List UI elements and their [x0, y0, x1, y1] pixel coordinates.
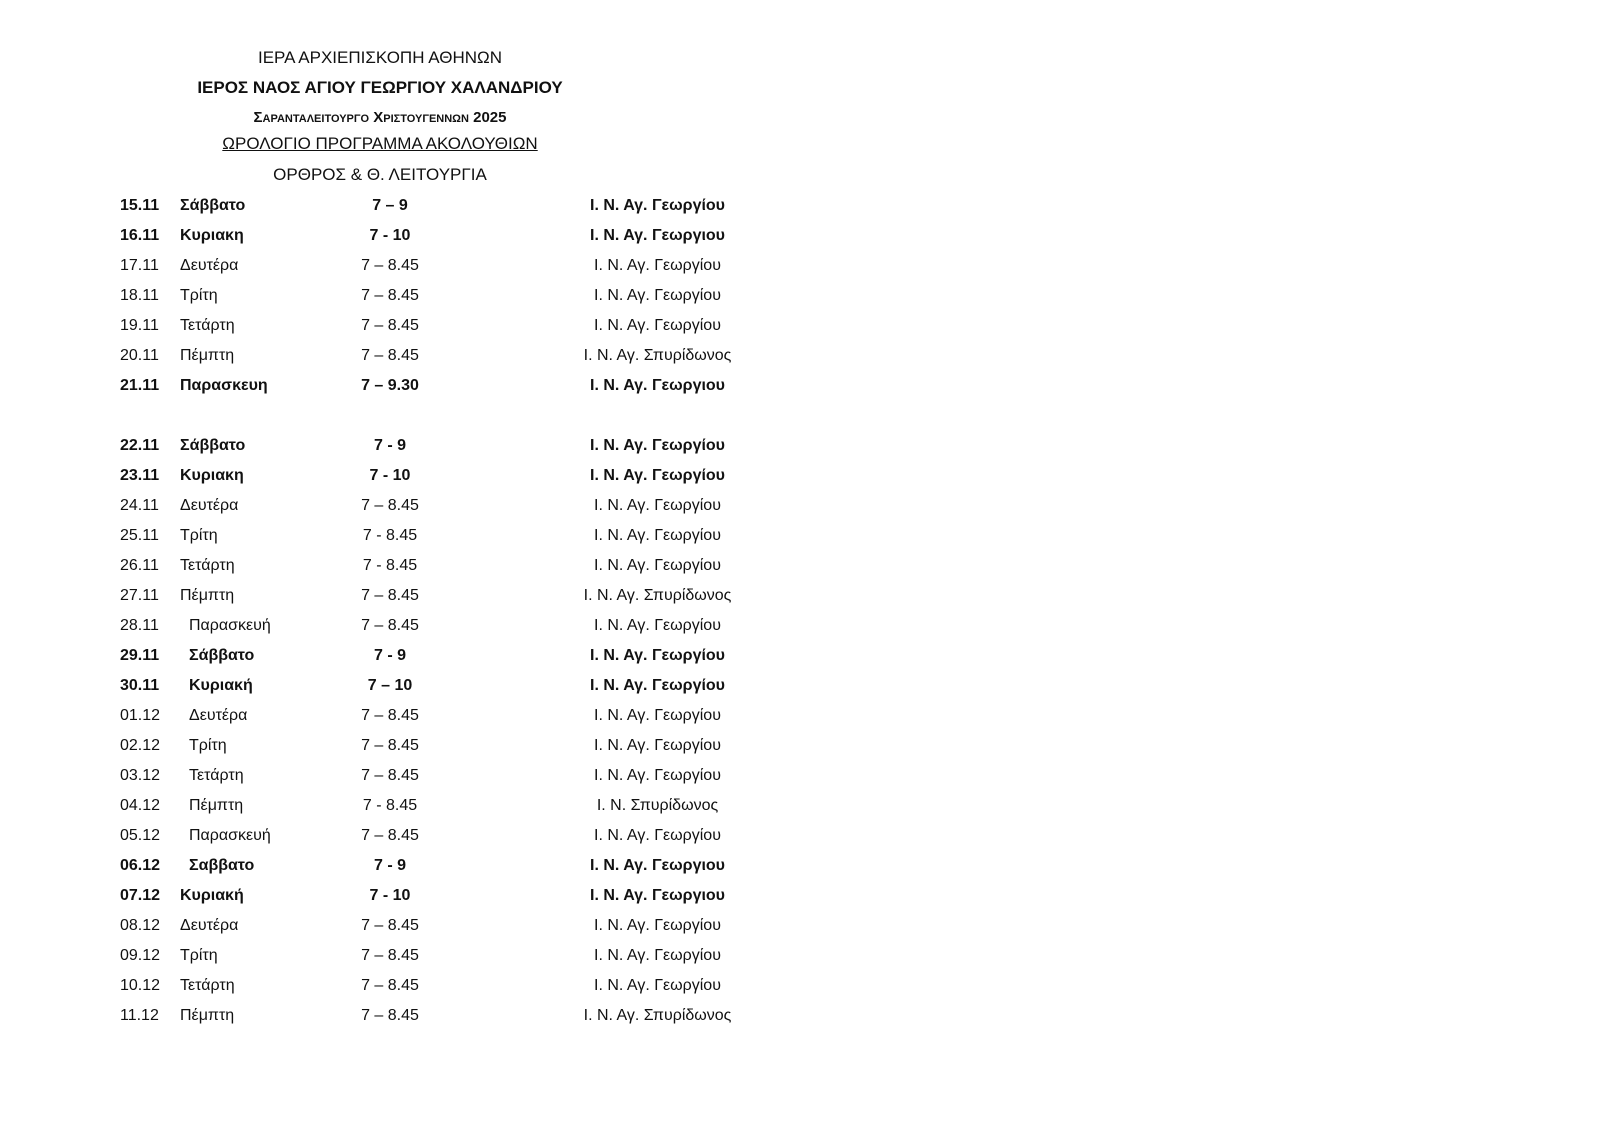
row-day: Σαββατο	[189, 857, 255, 874]
row-time: 7 – 8.45	[361, 707, 419, 724]
archdiocese-title: ΙΕΡΑ ΑΡΧΙΕΠΙΣΚΟΠΗ ΑΘΗΝΩΝ	[257, 48, 503, 67]
row-day: Τετάρτη	[180, 317, 235, 334]
row-time: 7 – 8.45	[361, 317, 419, 334]
row-date: 22.11	[120, 437, 160, 454]
row-day: Παρασκευή	[189, 827, 271, 844]
row-day: Δευτέρα	[180, 917, 239, 934]
row-place: Ι. Ν. Αγ. Σπυρίδωνος	[583, 347, 732, 364]
row-time: 7 – 9	[372, 197, 408, 214]
row-place: Ι. Ν. Αγ. Γεωργίου	[594, 707, 721, 724]
row-place: Ι. Ν. Αγ. Γεωργίου	[594, 737, 721, 754]
row-day: Πέμπτη	[189, 797, 244, 814]
row-day: Παρασκευή	[189, 617, 271, 634]
row-place: Ι. Ν. Αγ. Γεωργίου	[590, 437, 725, 454]
row-day: Παρασκευη	[180, 377, 268, 394]
row-date: 23.11	[120, 467, 160, 484]
row-place: Ι. Ν. Αγ. Γεωργίου	[594, 257, 721, 274]
schedule-row	[0, 195, 800, 225]
row-time: 7 – 8.45	[361, 917, 419, 934]
row-time: 7 – 8.45	[361, 587, 419, 604]
row-time: 7 - 9	[373, 857, 406, 874]
row-time: 7 - 10	[369, 887, 411, 904]
row-day: Κυριακη	[180, 467, 244, 484]
row-place: Ι. Ν. Αγ. Γεωργιου	[590, 377, 725, 394]
row-date: 08.12	[120, 917, 161, 934]
schedule-row	[0, 825, 800, 855]
row-time: 7 – 8.45	[361, 767, 419, 784]
row-time: 7 – 8.45	[361, 287, 419, 304]
row-date: 01.12	[120, 707, 161, 724]
row-day: Δευτέρα	[180, 497, 239, 514]
row-day: Δευτέρα	[189, 707, 248, 724]
row-day: Τρίτη	[189, 737, 227, 754]
row-date: 30.11	[120, 677, 160, 694]
schedule-row	[0, 225, 800, 255]
schedule-row	[0, 315, 800, 345]
schedule-row	[0, 345, 800, 375]
row-date: 18.11	[120, 287, 159, 304]
row-date: 26.11	[120, 557, 159, 574]
row-date: 25.11	[120, 527, 159, 544]
row-day: Πέμπτη	[180, 347, 235, 364]
row-date: 20.11	[120, 347, 159, 364]
row-place: Ι. Ν. Αγ. Γεωργίου	[590, 647, 725, 664]
schedule-row	[0, 285, 800, 315]
row-date: 24.11	[120, 497, 159, 514]
row-date: 03.12	[120, 767, 161, 784]
schedule-spacer	[0, 405, 800, 435]
row-place: Ι. Ν. Αγ. Γεωργιου	[590, 887, 725, 904]
row-place: Ι. Ν. Αγ. Γεωργίου	[594, 617, 721, 634]
schedule-heading: ΩΡΟΛΟΓΙΟ ΠΡΟΓΡΑΜΜΑ ΑΚΟΛΟΥΘΙΩΝ	[222, 134, 538, 153]
row-time: 7 - 8.45	[362, 527, 418, 544]
row-day: Τρίτη	[180, 527, 218, 544]
row-date: 04.12	[120, 797, 161, 814]
row-place: Ι. Ν. Αγ. Σπυρίδωνος	[583, 1007, 732, 1024]
row-day: Τρίτη	[180, 947, 218, 964]
schedule-row	[0, 1005, 800, 1035]
row-place: Ι. Ν. Αγ. Γεωργίου	[594, 827, 721, 844]
row-day: Κυριακή	[189, 677, 253, 694]
row-time: 7 – 10	[367, 677, 413, 694]
schedule-row	[0, 525, 800, 555]
service-type: ΟΡΘΡΟΣ & Θ. ΛΕΙΤΟΥΡΓΙΑ	[273, 165, 487, 184]
row-time: 7 - 8.45	[362, 557, 418, 574]
row-day: Τετάρτη	[189, 767, 244, 784]
row-date: 10.12	[120, 977, 161, 994]
row-day: Σάββατο	[180, 197, 246, 214]
row-date: 11.12	[120, 1007, 159, 1024]
row-place: Ι. Ν. Αγ. Γεωργίου	[590, 467, 725, 484]
schedule-row	[0, 585, 800, 615]
row-time: 7 – 8.45	[361, 737, 419, 754]
row-date: 09.12	[120, 947, 161, 964]
row-place: Ι. Ν. Αγ. Γεωργίου	[594, 917, 721, 934]
row-place: Ι. Ν. Αγ. Σπυρίδωνος	[583, 587, 732, 604]
row-time: 7 - 9	[373, 437, 406, 454]
schedule-row	[0, 705, 800, 735]
schedule-row	[0, 645, 800, 675]
row-place: Ι. Ν. Αγ. Γεωργίου	[594, 497, 721, 514]
row-place: Ι. Ν. Αγ. Γεωργιου	[590, 227, 725, 244]
row-place: Ι. Ν. Αγ. Γεωργίου	[590, 677, 725, 694]
row-date: 06.12	[120, 857, 161, 874]
schedule-row	[0, 915, 800, 945]
row-date: 05.12	[120, 827, 161, 844]
row-day: Δευτέρα	[180, 257, 239, 274]
schedule-row	[0, 855, 800, 885]
row-time: 7 – 8.45	[361, 1007, 419, 1024]
row-place: Ι. Ν. Αγ. Γεωργίου	[594, 767, 721, 784]
schedule-row	[0, 885, 800, 915]
row-date: 17.11	[120, 257, 159, 274]
row-day: Σάββατο	[180, 437, 246, 454]
row-date: 07.12	[120, 887, 161, 904]
schedule-row	[0, 255, 800, 285]
row-date: 29.11	[120, 647, 160, 664]
row-date: 19.11	[120, 317, 159, 334]
row-time: 7 – 8.45	[361, 347, 419, 364]
row-time: 7 – 8.45	[361, 257, 419, 274]
row-place: Ι. Ν. Αγ. Γεωργίου	[594, 557, 721, 574]
row-time: 7 - 9	[373, 647, 406, 664]
row-time: 7 – 8.45	[361, 497, 419, 514]
row-place: Ι. Ν. Αγ. Γεωργίου	[594, 527, 721, 544]
schedule-row	[0, 735, 800, 765]
row-place: Ι. Ν. Σπυρίδωνος	[596, 797, 719, 814]
row-date: 28.11	[120, 617, 159, 634]
schedule-row	[0, 435, 800, 465]
schedule-row	[0, 375, 800, 405]
row-date: 27.11	[120, 587, 159, 604]
row-place: Ι. Ν. Αγ. Γεωργίου	[590, 197, 725, 214]
row-day: Κυριακή	[180, 887, 244, 904]
schedule-row	[0, 465, 800, 495]
row-time: 7 – 8.45	[361, 977, 419, 994]
row-time: 7 - 10	[369, 467, 411, 484]
row-place: Ι. Ν. Αγ. Γεωργίου	[594, 287, 721, 304]
row-day: Τετάρτη	[180, 977, 235, 994]
schedule-row	[0, 495, 800, 525]
event-title: Σαρανταλειτουργο Χριστουγεννων 2025	[253, 109, 507, 126]
row-date: 02.12	[120, 737, 161, 754]
row-place: Ι. Ν. Αγ. Γεωργίου	[594, 317, 721, 334]
row-day: Πέμπτη	[180, 587, 235, 604]
row-time: 7 – 8.45	[361, 827, 419, 844]
row-time: 7 - 8.45	[362, 797, 418, 814]
row-time: 7 - 10	[369, 227, 411, 244]
row-place: Ι. Ν. Αγ. Γεωργιου	[590, 857, 725, 874]
row-date: 21.11	[120, 377, 160, 394]
schedule-row	[0, 615, 800, 645]
row-day: Τρίτη	[180, 287, 218, 304]
row-date: 15.11	[120, 197, 160, 214]
schedule-row	[0, 675, 800, 705]
row-day: Σάββατο	[189, 647, 255, 664]
row-time: 7 – 8.45	[361, 617, 419, 634]
row-place: Ι. Ν. Αγ. Γεωργίου	[594, 947, 721, 964]
schedule-row	[0, 765, 800, 795]
schedule-row	[0, 975, 800, 1005]
row-day: Κυριακη	[180, 227, 244, 244]
schedule-table	[0, 195, 800, 1035]
row-date: 16.11	[120, 227, 160, 244]
schedule-row	[0, 945, 800, 975]
schedule-row	[0, 555, 800, 585]
row-day: Πέμπτη	[180, 1007, 235, 1024]
row-time: 7 – 9.30	[361, 377, 419, 394]
row-day: Τετάρτη	[180, 557, 235, 574]
schedule-row	[0, 795, 800, 825]
church-title: ΙΕΡΟΣ ΝΑΟΣ ΑΓΙΟΥ ΓΕΩΡΓΙΟΥ ΧΑΛΑΝΔΡΙΟΥ	[197, 78, 563, 97]
row-place: Ι. Ν. Αγ. Γεωργίου	[594, 977, 721, 994]
row-time: 7 – 8.45	[361, 947, 419, 964]
